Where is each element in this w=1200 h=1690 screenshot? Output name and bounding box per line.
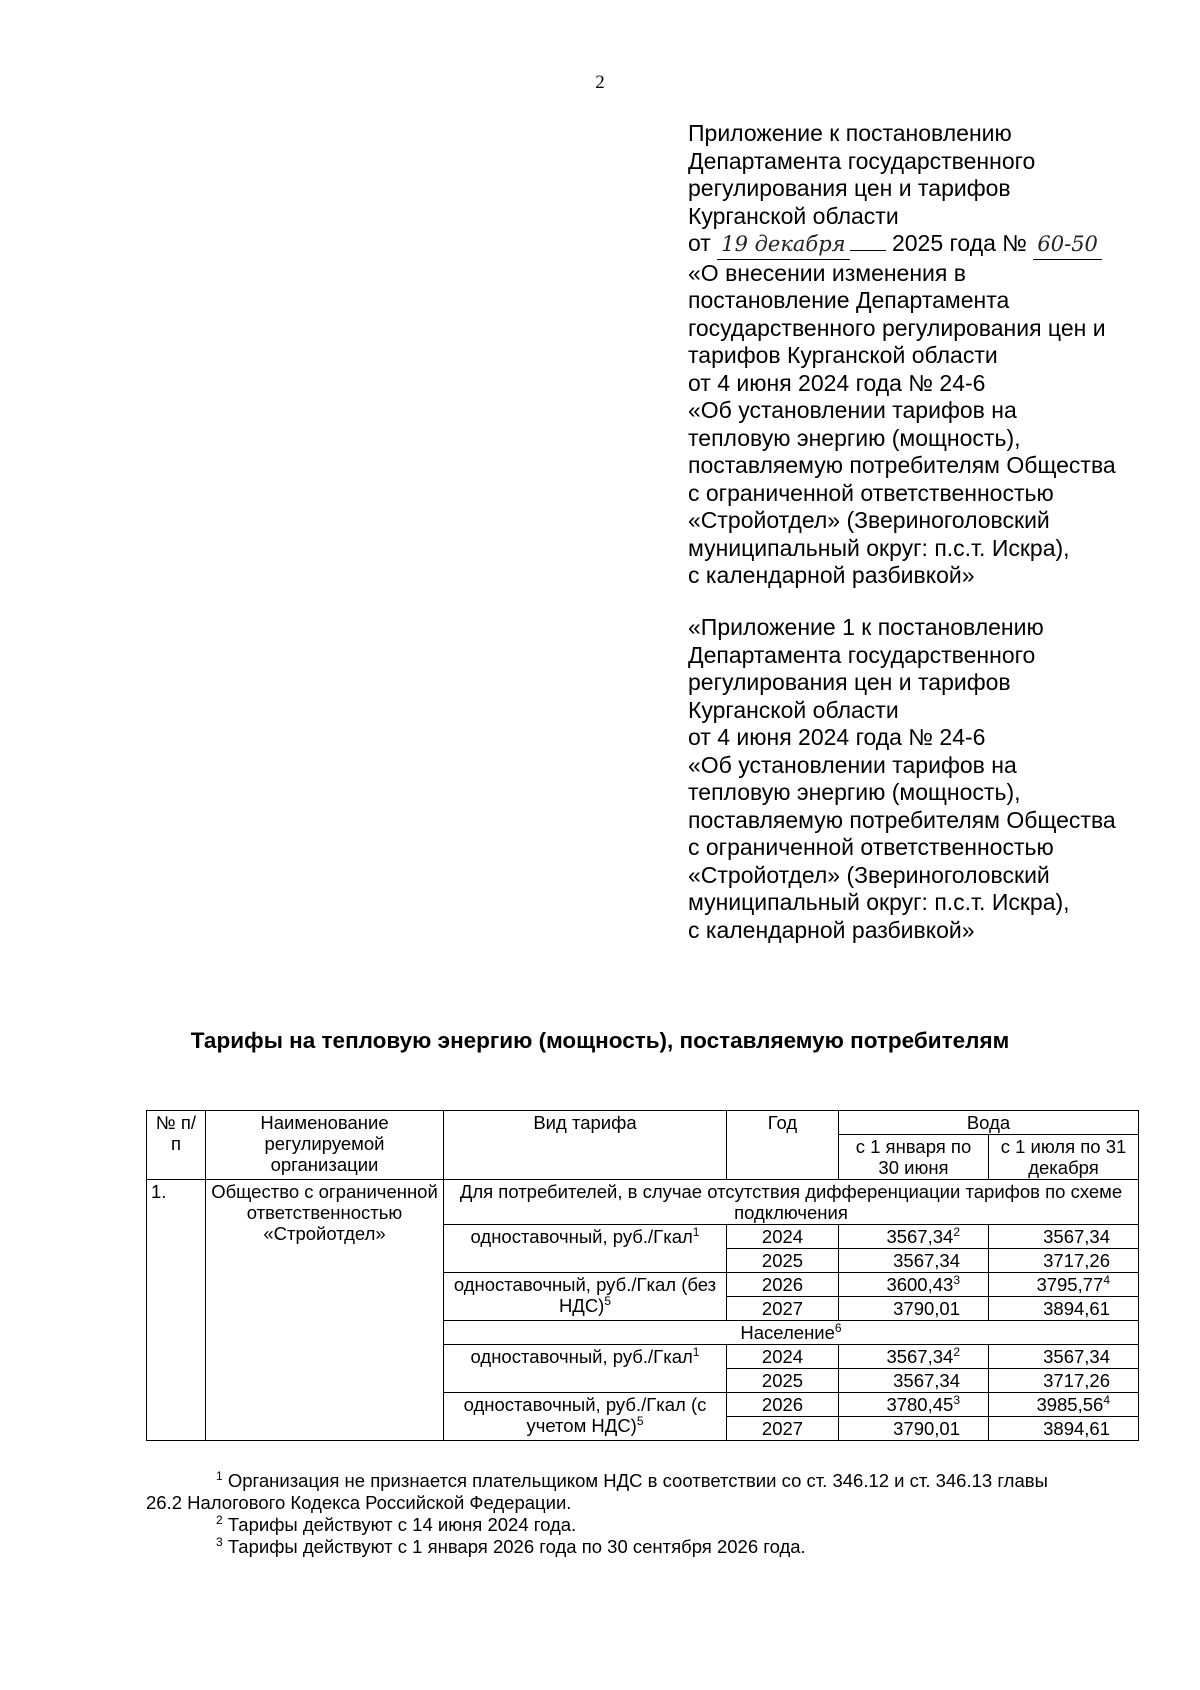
value-cell: 3717,26 [989,1249,1139,1273]
date-year: 2025 года № [891,230,1027,256]
annex-line: регулирования цен и тарифов [688,669,1011,695]
annex-title-line: «О внесении изменения в [688,259,966,286]
annex-title-line: тепловую энергию (мощность), [688,424,1021,451]
annex-title-line: поставляемую потребителям Общества [688,452,1116,478]
header-tariff-type: Вид тарифа [444,1111,727,1180]
value-cell: 3567,34 [839,1249,989,1273]
header-num: № п/п [147,1111,206,1180]
year-cell: 2024 [727,1225,839,1249]
header-year: Год [727,1111,839,1180]
table-header-row [147,1111,1139,1135]
row-number: 1. [147,1180,206,1441]
tariff-type-cell: одноставочный, руб./Гкал (с учетом НДС)$^5$ [444,1393,727,1441]
value-cell: 3567,34 [989,1345,1139,1369]
header-period-2: с 1 июля по 31 декабря [989,1135,1139,1180]
year-cell: 2027 [727,1297,839,1321]
annex-line: Департамента государственного [688,641,1036,668]
annex-title-line: с календарной разбивкой» [688,562,975,588]
annex-line: «Об установлении тарифов на [688,751,1017,778]
annex-line: Приложение к постановлению [688,120,1012,146]
year-cell: 2025 [727,1249,839,1273]
annex-title-line: государственного регулирования цен и [688,314,1106,341]
annex-line: «Стройотдел» (Звериноголовский [688,861,1050,888]
date-prefix: от [688,230,711,256]
annex-title-line: «Об установлении тарифов на [688,397,1017,423]
table-row [147,1180,1139,1225]
annex-line: с календарной разбивкой» [688,916,975,943]
section-title: Для потребителей, в случае отсутствия дифференциации тарифов по схеме подключения [444,1180,1139,1225]
annex-title-line: тарифов Курганской области [688,342,998,368]
annex-header-original [688,614,1188,944]
annex-title-line: муниципальный округ: п.с.т. Искра), [688,534,1070,561]
section-title: Население$^6$ [444,1321,1139,1345]
annex-line: поставляемую потребителям Общества [688,806,1116,833]
tariff-type-cell: одноставочный, руб./Гкал (без НДС)$^5$ [444,1273,727,1321]
annex-line: регулирования цен и тарифов [688,175,1011,201]
value-cell: 3567,34 [989,1225,1139,1249]
annex-header-amendment [688,120,1188,590]
annex-title-line: постановление Департамента [688,287,1010,313]
year-cell: 2027 [727,1417,839,1441]
value-cell: 3790,01 [839,1297,989,1321]
value-cell: 3567,34$^2$ [839,1345,989,1369]
header-org: Наименование регулируемой организации [206,1111,444,1180]
annex-line: Департамента государственного [688,147,1036,174]
value-cell: 3894,61 [989,1297,1139,1321]
value-cell: 3567,34$^2$ [839,1225,989,1249]
value-cell: 3780,45$^3$ [839,1393,989,1417]
table-title: Тарифы на тепловую энергию (мощность), поставляемую потребителям [190,1028,1010,1053]
tariff-type-cell: одноставочный, руб./Гкал$^1$ [444,1345,727,1393]
annex-line: от 4 июня 2024 года № 24-6 [688,724,986,750]
year-cell: 2025 [727,1369,839,1393]
value-cell: 3795,77$^4$ [989,1273,1139,1297]
value-cell: 3894,61 [989,1417,1139,1441]
value-cell: 3567,34 [839,1369,989,1393]
value-cell: 3717,26 [989,1369,1139,1393]
annex-line: муниципальный округ: п.с.т. Искра), [688,889,1070,915]
header-water: Вода [839,1111,1139,1135]
footnote: $^3$ Тарифы действуют с 1 января 2026 года по 30 сентября 2026 года. [216,1534,806,1557]
handwritten-number: 60-50 [1033,231,1102,260]
resolution-date-line [688,230,1188,260]
header-period-1: с 1 января по 30 июня [839,1135,989,1180]
annex-line: тепловую энергию (мощность), [688,779,1021,805]
value-cell: 3600,43$^3$ [839,1273,989,1297]
handwritten-date: 19 декабря [717,231,849,260]
annex-title-line: «Стройотдел» (Звериноголовский [688,507,1050,533]
year-cell: 2026 [727,1273,839,1297]
date-underline [850,232,886,251]
footnote: $^2$ Тарифы действуют с 14 июня 2024 года. [216,1512,577,1535]
footnotes [146,1470,1136,1558]
tariff-type-cell: одноставочный, руб./Гкал$^1$ [444,1225,727,1273]
year-cell: 2024 [727,1345,839,1369]
year-cell: 2026 [727,1393,839,1417]
annex-line: «Приложение 1 к постановлению [688,614,1044,640]
footnote-continuation: 26.2 Налогового Кодекса Российской Федерации. [146,1492,572,1513]
annex-title-line: от 4 июня 2024 года № 24-6 [688,369,986,396]
value-cell: 3985,56$^4$ [989,1393,1139,1417]
value-cell: 3790,01 [839,1417,989,1441]
org-name: Общество с ограниченной ответственностью «Стройотдел» [206,1180,444,1441]
tariff-table [146,1110,1139,1441]
annex-line: Курганской области [688,202,899,229]
annex-line: Курганской области [688,696,899,723]
footnote: $^1$ Организация не признается плательщиком НДС в соответствии со ст. 346.12 и ст. 346.13 главы [216,1468,1048,1491]
annex-title-line: с ограниченной ответственностью [688,479,1054,506]
annex-line: с ограниченной ответственностью [688,834,1054,860]
page-number: 2 [595,72,605,93]
